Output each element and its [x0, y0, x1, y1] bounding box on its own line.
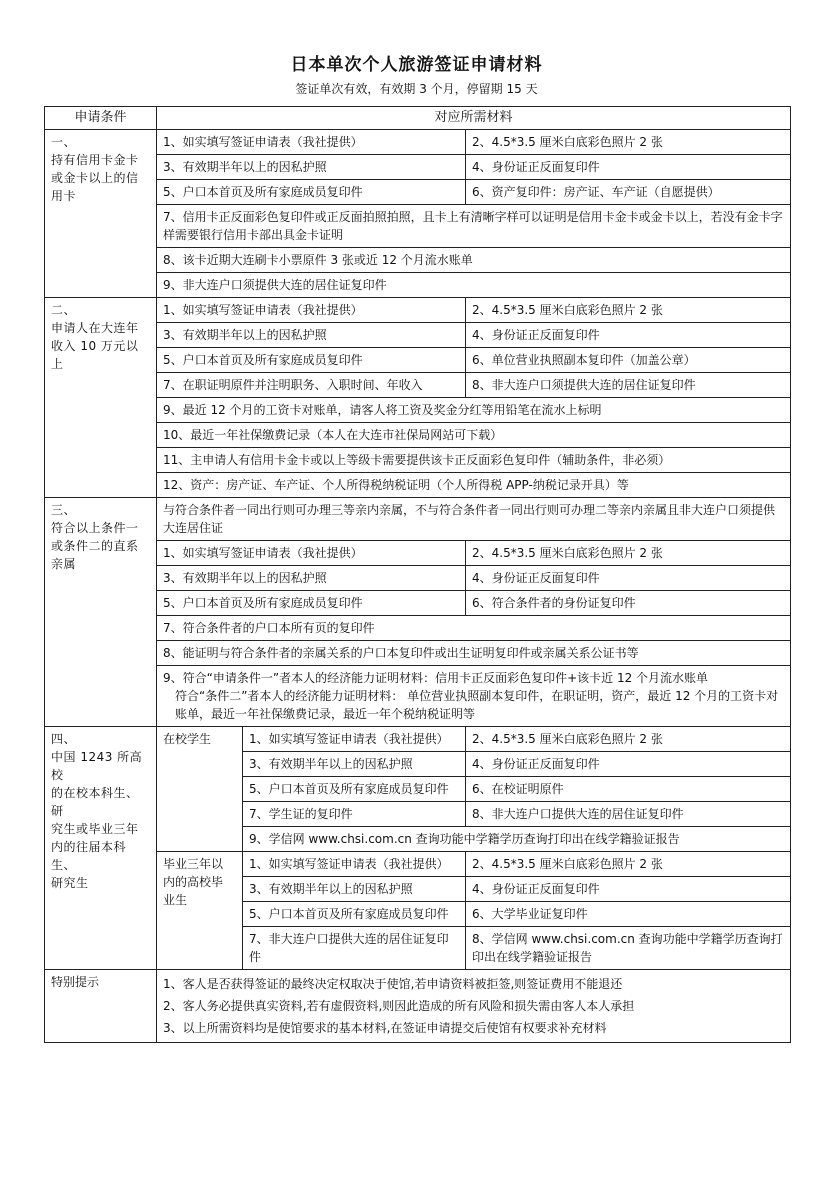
material-cell: 5、户口本首页及所有家庭成员复印件	[243, 902, 466, 927]
material-cell: 9、学信网 www.chsi.com.cn 查询功能中学籍学历查询打印出在线学籍验证报告	[243, 827, 791, 852]
note-item: 2、客人务必提供真实资料,若有虚假资料,则因此造成的所有风险和损失需由客人本人承担	[163, 999, 635, 1013]
material-cell: 7、信用卡正反面彩色复印件或正反面拍照拍照，且卡上有清晰字样可以证明是信用卡金卡或金卡以上，若没有金卡字样需要银行信用卡部出具金卡证明	[157, 205, 791, 248]
table-row	[45, 541, 791, 566]
material-cell: 7、在职证明原件并注明职务、入职时间、年收入	[157, 373, 466, 398]
material-cell: 5、户口本首页及所有家庭成员复印件	[157, 591, 466, 616]
material-cell: 7、符合条件者的户口本所有页的复印件	[157, 616, 791, 641]
material-cell: 12、资产：房产证、车产证、个人所得税纳税证明（个人所得税 APP-纳税记录开具）等	[157, 473, 791, 498]
material-cell: 6、大学毕业证复印件	[466, 902, 791, 927]
material-cell: 3、有效期半年以上的因私护照	[157, 566, 466, 591]
material-cell: 6、在校证明原件	[466, 777, 791, 802]
material-cell: 8、学信网 www.chsi.com.cn 查询功能中学籍学历查询打印出在线学籍验证报告	[466, 927, 791, 970]
material-cell: 2、4.5*3.5 厘米白底彩色照片 2 张	[466, 298, 791, 323]
subgroup-label-students: 在校学生	[157, 727, 243, 852]
table-row	[45, 130, 791, 155]
material-cell: 4、身份证正反面复印件	[466, 752, 791, 777]
material-cell: 9、非大连户口须提供大连的居住证复印件	[157, 273, 791, 298]
table-row	[45, 205, 791, 248]
table-row	[45, 498, 791, 541]
requirements-table	[44, 106, 791, 1043]
material-cell: 1、如实填写签证申请表（我社提供）	[157, 541, 466, 566]
material-cell: 3、有效期半年以上的因私护照	[157, 323, 466, 348]
table-row	[45, 155, 791, 180]
material-cell: 6、单位营业执照副本复印件（加盖公章）	[466, 348, 791, 373]
table-row	[45, 852, 791, 877]
condition-cell-1: 一、 持有信用卡金卡 或金卡以上的信 用卡	[45, 130, 157, 298]
material-cell: 6、资产复印件：房产证、车产证（自愿提供）	[466, 180, 791, 205]
material-cell: 9、最近 12 个月的工资卡对账单，请客人将工资及奖金分红等用铅笔在流水上标明	[157, 398, 791, 423]
material-cell: 2、4.5*3.5 厘米白底彩色照片 2 张	[466, 852, 791, 877]
material-cell: 5、户口本首页及所有家庭成员复印件	[157, 180, 466, 205]
page-title: 日本单次个人旅游签证申请材料	[290, 55, 543, 75]
condition-cell-2: 二、 申请人在大连年 收入 10 万元以上	[45, 298, 157, 498]
material-cell: 8、非大连户口须提供大连的居住证复印件	[466, 373, 791, 398]
material-cell: 1、如实填写签证申请表（我社提供）	[157, 298, 466, 323]
material-cell: 3、有效期半年以上的因私护照	[243, 752, 466, 777]
table-row	[45, 473, 791, 498]
notes-label: 特别提示	[45, 970, 157, 1043]
material-cell: 4、身份证正反面复印件	[466, 566, 791, 591]
table-row	[45, 591, 791, 616]
table-row	[45, 298, 791, 323]
table-row	[45, 273, 791, 298]
page-subtitle: 签证单次有效，有效期 3 个月，停留期 15 天	[295, 82, 538, 96]
material-cell: 2、4.5*3.5 厘米白底彩色照片 2 张	[466, 727, 791, 752]
table-row	[45, 373, 791, 398]
table-row	[45, 666, 791, 727]
material-cell: 8、能证明与符合条件者的亲属关系的户口本复印件或出生证明复印件或亲属关系公证书等	[157, 641, 791, 666]
table-header-row	[45, 107, 791, 130]
note-item: 1、客人是否获得签证的最终决定权取决于使馆,若申请资料被拒签,则签证费用不能退还	[163, 977, 623, 991]
condition-cell-4: 四、 中国 1243 所高校 的在校本科生、研 究生或毕业三年 内的往届本科生、 研究生	[45, 727, 157, 970]
table-row	[45, 641, 791, 666]
table-row	[45, 323, 791, 348]
header-condition: 申请条件	[45, 107, 157, 130]
material-cell: 10、最近一年社保缴费记录（本人在大连市社保局网站可下载）	[157, 423, 791, 448]
condition-cell-3: 三、 符合以上条件一 或条件二的直系 亲属	[45, 498, 157, 727]
material-cell: 7、非大连户口提供大连的居住证复印件	[243, 927, 466, 970]
material-cell: 7、学生证的复印件	[243, 802, 466, 827]
subgroup-label-graduates: 毕业三年以 内的高校毕 业生	[157, 852, 243, 970]
material-cell: 4、身份证正反面复印件	[466, 155, 791, 180]
material-cell: 1、如实填写签证申请表（我社提供）	[243, 852, 466, 877]
material-cell: 1、如实填写签证申请表（我社提供）	[157, 130, 466, 155]
material-cell: 3、有效期半年以上的因私护照	[243, 877, 466, 902]
material-cell: 11、主申请人有信用卡金卡或以上等级卡需要提供该卡正反面彩色复印件（辅助条件，非必须）	[157, 448, 791, 473]
material-cell: 6、符合条件者的身份证复印件	[466, 591, 791, 616]
material-cell: 4、身份证正反面复印件	[466, 877, 791, 902]
material-cell: 9、符合“申请条件一”者本人的经济能力证明材料：信用卡正反面彩色复印件+该卡近 12 个月流水账单 符合“条件二”者本人的经济能力证明材料： 单位营业执照副本复印件，在职证明，资产，最近 12 个月的工资卡对账单，最近一年社保缴费记录，最近一年个税纳税证明等	[157, 666, 791, 727]
table-row	[45, 727, 791, 752]
table-row	[45, 448, 791, 473]
material-cell: 8、非大连户口提供大连的居住证复印件	[466, 802, 791, 827]
material-cell: 5、户口本首页及所有家庭成员复印件	[157, 348, 466, 373]
table-row	[45, 566, 791, 591]
table-row	[45, 616, 791, 641]
table-row	[45, 423, 791, 448]
material-cell: 5、户口本首页及所有家庭成员复印件	[243, 777, 466, 802]
notes-content	[157, 970, 791, 1043]
material-cell: 4、身份证正反面复印件	[466, 323, 791, 348]
material-cell: 与符合条件者一同出行则可办理三等亲内亲属，不与符合条件者一同出行则可办理二等亲内亲属且非大连户口须提供大连居住证	[157, 498, 791, 541]
material-cell: 2、4.5*3.5 厘米白底彩色照片 2 张	[466, 541, 791, 566]
table-row	[45, 180, 791, 205]
table-row	[45, 248, 791, 273]
table-row	[45, 398, 791, 423]
table-row	[45, 348, 791, 373]
note-item: 3、以上所需资料均是使馆要求的基本材料,在签证申请提交后使馆有权要求补充材料	[163, 1021, 607, 1035]
notes-row	[45, 970, 791, 1043]
header-materials: 对应所需材料	[157, 107, 791, 130]
material-cell: 3、有效期半年以上的因私护照	[157, 155, 466, 180]
material-cell: 1、如实填写签证申请表（我社提供）	[243, 727, 466, 752]
material-cell: 2、4.5*3.5 厘米白底彩色照片 2 张	[466, 130, 791, 155]
material-cell: 8、该卡近期大连刷卡小票原件 3 张或近 12 个月流水账单	[157, 248, 791, 273]
